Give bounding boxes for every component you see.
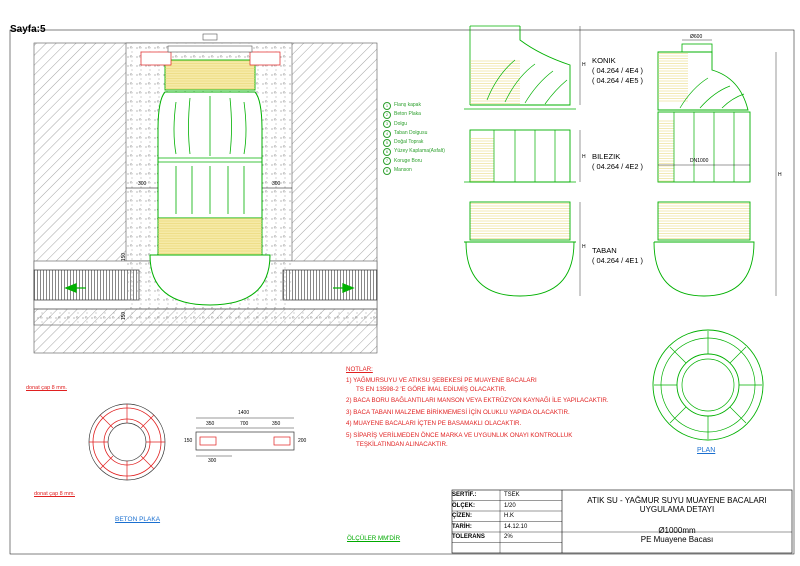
tb-key: ÖLÇEK: <box>452 502 475 509</box>
note-line: TS EN 13598-2 'E GÖRE İMAL EDİLMİŞ OLACAKTIR. <box>356 385 507 393</box>
legend-item <box>383 147 445 156</box>
legend-text: Flanş kapak <box>394 102 421 108</box>
section-legend <box>383 101 445 175</box>
note-line: 2) BACA BORU BAĞLANTILARI MANSON VEYA EKTRÜZYON KAYNAĞI İLE YAPILACAKTIR. <box>346 397 609 405</box>
tb-row <box>452 511 515 522</box>
bilezik-code1: ( 04.264 / 4E2 ) <box>592 162 643 171</box>
h-dim-bilezik: H <box>582 154 586 160</box>
legend-item <box>383 101 445 110</box>
tb-row <box>452 501 516 512</box>
beton-dim-total: 1400 <box>238 410 250 416</box>
bilezik-name: BILEZIK <box>592 152 621 161</box>
units-note: ÖLÇÜLER MM'DİR <box>347 535 401 542</box>
note-line: 5) SİPARİŞ VERİLMEDEN ÖNCE MARKA VE UYGUNLUK ONAYI KONTROLLUK <box>346 431 573 439</box>
beton-dim-c: 350 <box>272 421 281 427</box>
beton-gap-top: donat çap 8 mm. <box>26 385 67 391</box>
tb-title4: PE Muayene Bacası <box>640 535 714 544</box>
section-view <box>34 34 377 353</box>
note-line: 3) BACA TABANI MALZEME BİRİKMEMESİ İÇİN OLUKLU YAPIDA OLACAKTIR. <box>346 408 570 416</box>
tb-value: 1/20 <box>504 502 516 509</box>
legend-number: 8 <box>383 167 391 175</box>
legend-item <box>383 157 445 166</box>
legend-item <box>383 138 445 147</box>
legend-number: 7 <box>383 157 391 165</box>
section-dim-right: 300 <box>272 181 281 187</box>
plan-label: PLAN <box>697 447 716 454</box>
label-taban <box>592 246 643 266</box>
tb-value: 14.12.10 <box>504 523 528 530</box>
konik-code2: ( 04.264 / 4E5 ) <box>592 76 643 85</box>
legend-number: 1 <box>383 102 391 110</box>
section-dim-left: 300 <box>138 181 147 187</box>
taban-code1: ( 04.264 / 4E1 ) <box>592 256 643 265</box>
legend-number: 5 <box>383 139 391 147</box>
note-line: 1) YAĞMURSUYU VE ATIKSU ŞEBEKESİ PE MUAYENE BACALARI <box>346 377 537 384</box>
dia-top: Ø600 <box>690 34 703 40</box>
profile-konik <box>464 26 576 109</box>
tb-value: H.K <box>504 513 515 519</box>
legend-text: Manson <box>394 167 412 174</box>
beton-label: BETON PLAKA <box>115 516 161 523</box>
beton-dim-b: 700 <box>240 421 249 427</box>
konik-name: KONIK <box>592 56 616 65</box>
h-dim-taban: H <box>582 244 586 250</box>
profile-taban <box>464 202 576 296</box>
legend-text: Koruge Boru <box>394 157 423 164</box>
beton-dim-d: 300 <box>208 458 217 464</box>
tb-row <box>452 490 520 501</box>
legend-number: 3 <box>383 120 391 128</box>
legend-item <box>383 120 445 129</box>
section-dim-h1: 150 <box>121 252 128 262</box>
plan-view <box>653 330 763 440</box>
tb-value: 2% <box>504 534 513 540</box>
tb-title1: ATIK SU - YAĞMUR SUYU MUAYENE BACALARI <box>587 496 767 505</box>
tb-row <box>452 522 528 533</box>
legend-number: 6 <box>383 148 391 156</box>
h-dim-total: H <box>778 172 782 178</box>
label-konik <box>592 56 643 86</box>
konik-code1: ( 04.264 / 4E4 ) <box>592 66 643 75</box>
beton-dim-a: 350 <box>206 421 215 427</box>
page-label: Sayfa:5 <box>10 24 46 35</box>
notes-block <box>346 366 609 449</box>
title-block <box>452 490 792 553</box>
legend-text: Yüzey Kaplama(Asfalt) <box>394 148 445 155</box>
tb-title3: Ø1000mm <box>658 526 696 535</box>
dia-body: DN1000 <box>690 158 709 164</box>
tb-title2: UYGULAMA DETAYI <box>639 505 715 514</box>
legend-item <box>383 110 445 119</box>
tb-key: TOLERANS <box>452 534 485 540</box>
tb-value: TSEK <box>504 492 520 498</box>
beton-dim-h1: 150 <box>184 438 193 444</box>
tb-row <box>452 532 513 543</box>
section-dim-h2: 150 <box>121 311 128 321</box>
notes-title: NOTLAR: <box>346 366 373 373</box>
note-line: TEŞKİLATINDAN ALINACAKTIR. <box>356 440 448 448</box>
h-dim-konik: H <box>582 62 586 68</box>
tb-key: SERTİF.: <box>452 492 477 498</box>
note-line: 4) MUAYENE BACALARI İÇTEN PE BASAMAKLI OLACAKTIR. <box>346 420 522 428</box>
legend-text: Taban Dolgusu <box>394 129 428 136</box>
legend-item <box>383 166 445 175</box>
legend-text: Doğal Toprak <box>394 139 424 146</box>
beton-dim-h2: 200 <box>298 438 307 444</box>
legend-number: 4 <box>383 130 391 138</box>
tb-key: TARİH: <box>452 523 472 530</box>
label-bilezik <box>592 152 643 172</box>
taban-name: TABAN <box>592 246 617 255</box>
legend-number: 2 <box>383 111 391 119</box>
legend-item <box>383 129 445 138</box>
beton-gap-bottom: donat çap 8 mm. <box>34 491 75 497</box>
legend-text: Beton Plaka <box>394 111 421 118</box>
tb-key: ÇİZEN: <box>452 513 472 519</box>
legend-text: Dolgu <box>394 120 408 127</box>
profile-bilezik <box>464 130 576 182</box>
